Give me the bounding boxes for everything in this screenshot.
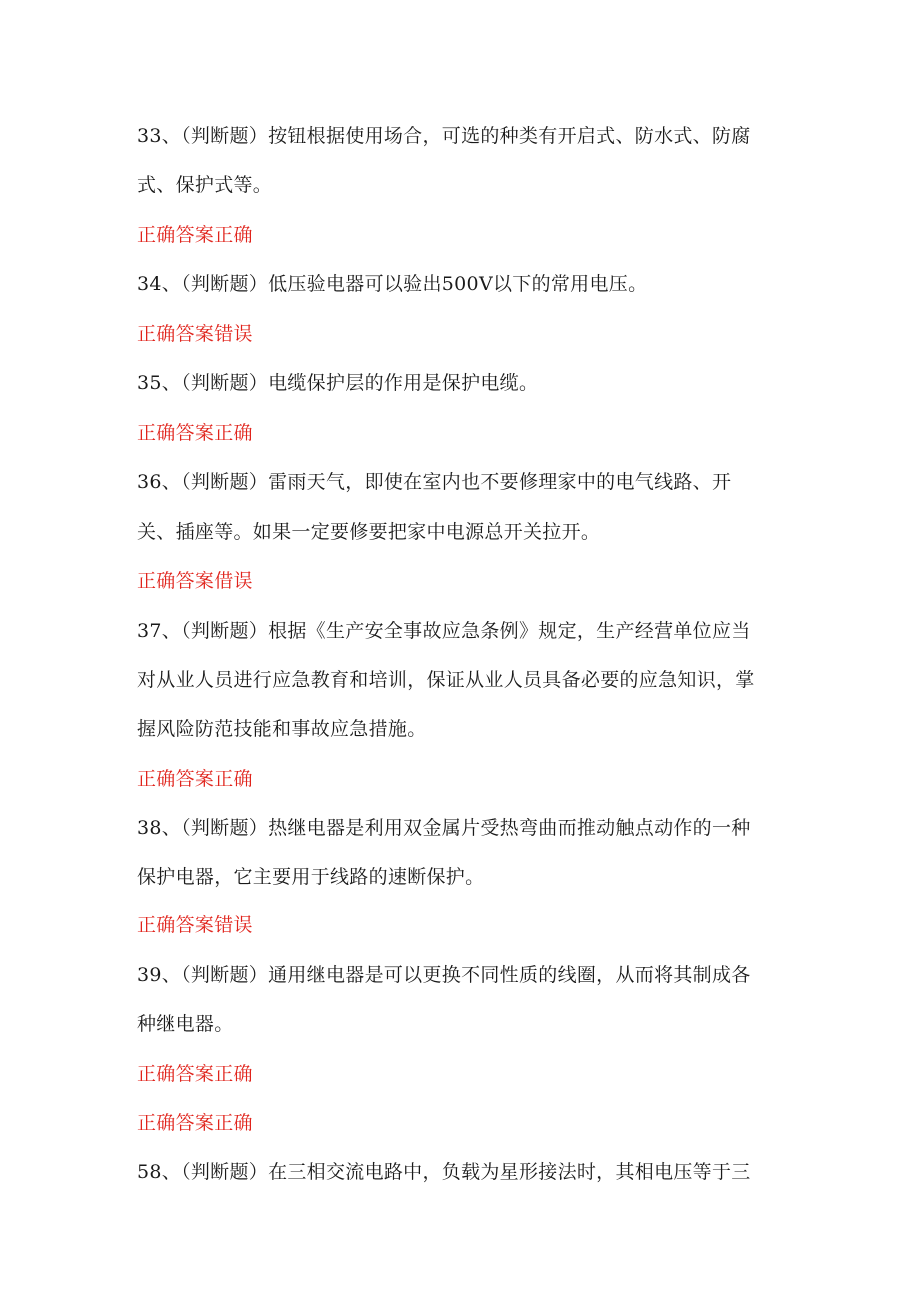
question-34-line-1: 34、（判断题）低压验电器可以验出500V以下的常用电压。	[137, 273, 648, 295]
answer-33: 正确答案正确	[137, 224, 253, 246]
question-37-line-3: 握风险防范技能和事故应急措施。	[137, 718, 427, 740]
question-36-line-1: 36、（判断题）雷雨天气，即使在室内也不要修理家中的电气线路、开	[137, 471, 732, 493]
question-35-line-1: 35、（判断题）电缆保护层的作用是保护电缆。	[137, 372, 539, 394]
question-33-line-1: 33、（判断题）按钮根据使用场合，可选的种类有开启式、防水式、防腐	[137, 125, 751, 147]
question-36-line-2: 关、插座等。如果一定要修要把家中电源总开关拉开。	[137, 521, 601, 543]
answer-39: 正确答案正确	[137, 1063, 253, 1085]
question-33-line-2: 式、保护式等。	[137, 174, 273, 196]
question-39-line-2: 种继电器。	[137, 1013, 234, 1035]
question-37-line-2: 对从业人员进行应急教育和培训，保证从业人员具备必要的应急知识，掌	[137, 669, 755, 691]
question-39-line-1: 39、（判断题）通用继电器是可以更换不同性质的线圈，从而将其制成各	[137, 964, 751, 986]
answer-36: 正确答案借误	[137, 570, 253, 592]
question-37-line-1: 37、（判断题）根据《生产安全事故应急条例》规定，生产经营单位应当	[137, 620, 751, 642]
answer-34: 正确答案错误	[137, 323, 253, 345]
answer-37: 正确答案正确	[137, 768, 253, 790]
question-38-line-1: 38、（判断题）热继电器是利用双金属片受热弯曲而推动触点动作的一种	[137, 817, 751, 839]
answer-extra: 正确答案正确	[137, 1112, 253, 1134]
question-58-line-1: 58、（判断题）在三相交流电路中，负载为星形接法时，其相电压等于三	[137, 1161, 751, 1183]
answer-35: 正确答案正确	[137, 422, 253, 444]
question-38-line-2: 保护电器，它主要用于线路的速断保护。	[137, 866, 485, 888]
answer-38: 正确答案错误	[137, 914, 253, 936]
